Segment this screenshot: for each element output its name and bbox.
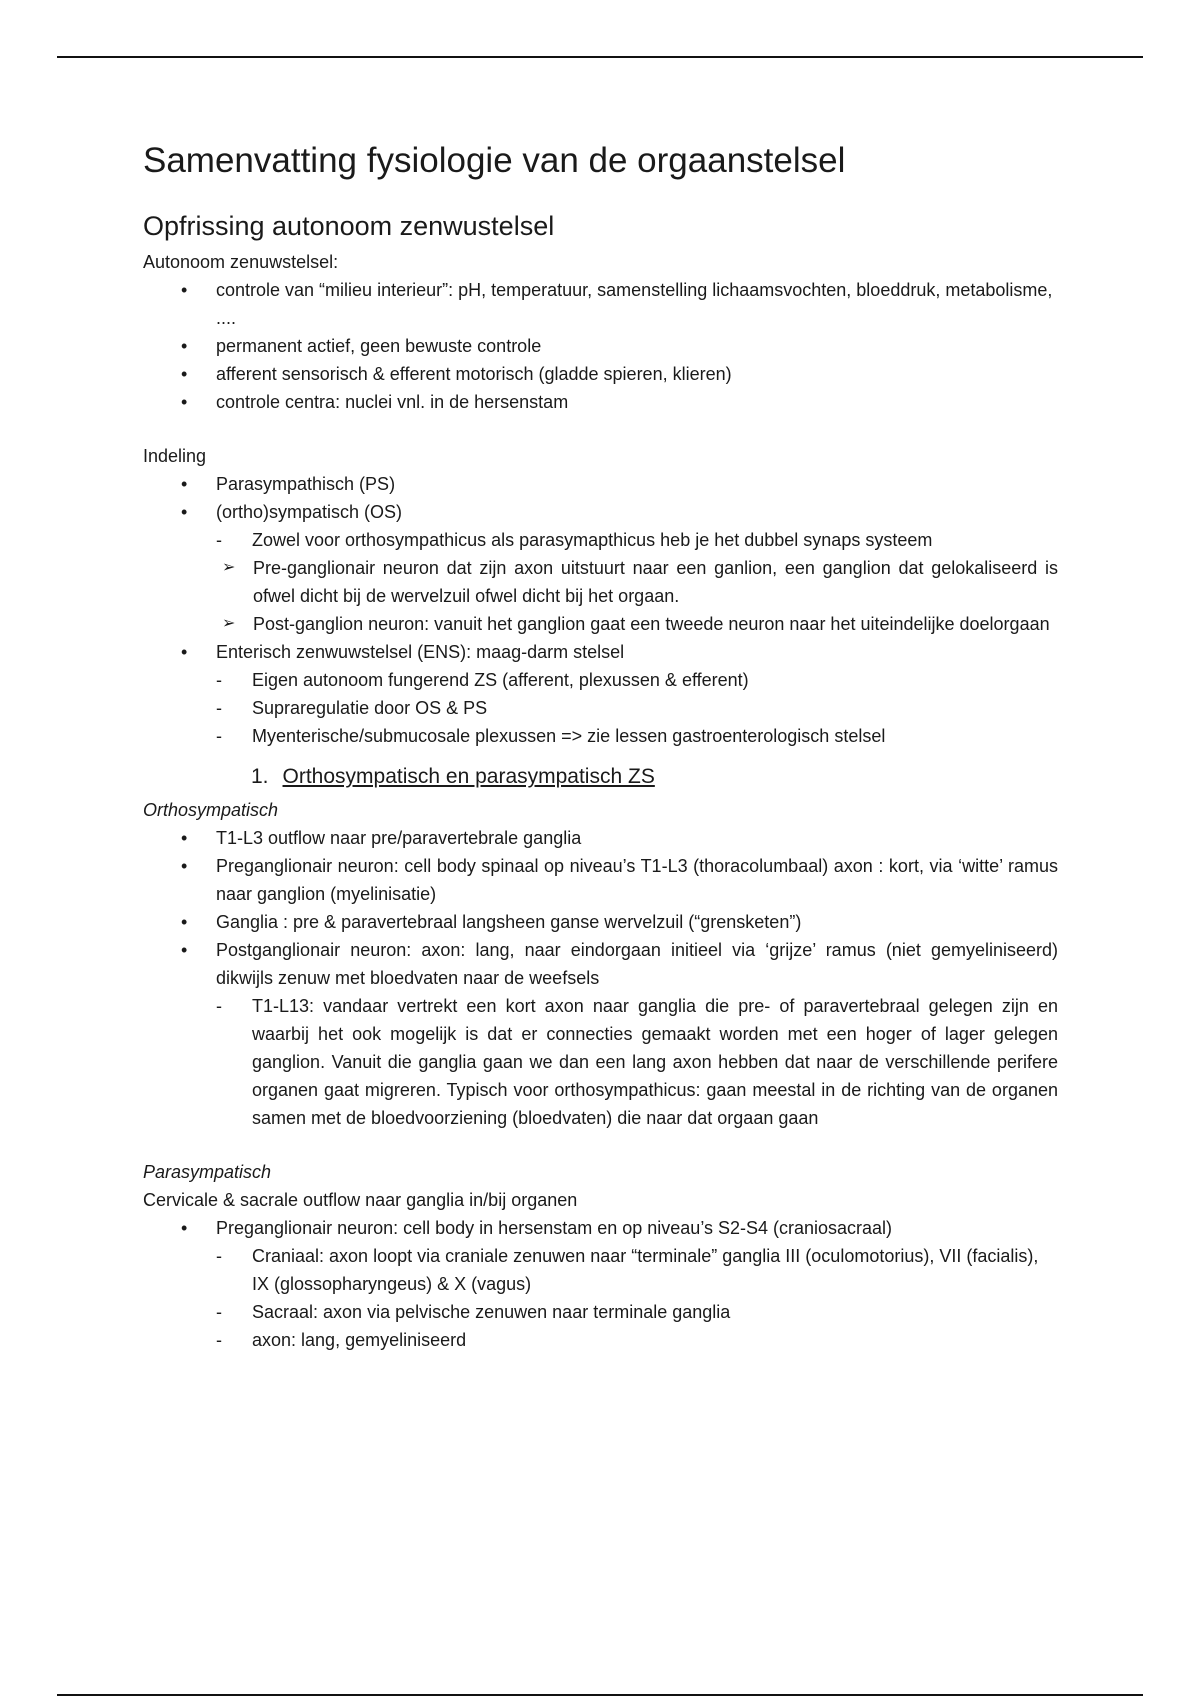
autonoom-bullet-list [143, 276, 1058, 416]
autonoom-intro: Autonoom zenuwstelsel: [143, 252, 339, 273]
para-bullet-list [143, 1214, 1058, 1354]
list-item: - Zowel voor orthosympathicus als parasymapthicus heb je het dubbel synaps systeem [216, 526, 1058, 554]
list-item: • (ortho)sympatisch (OS) - Zowel voor orthosympathicus als parasymapthicus heb je het dubbel synaps systeem ➢ Pre-ganglionair neuron dat zijn axon uitstuurt naar een ganlion, een ganglion dat gelokaliseerd is ofwel dicht bij de wervelzuil ofwel dicht bij het orgaan. ➢ Post-ganglion neuron: vanuit het ganglion gaat een tweede neuron naar het uiteindelijke doelorgaan [143, 498, 1058, 638]
para-label: Parasympatisch [143, 1162, 272, 1183]
ortho-bullet-list [143, 824, 1058, 1132]
document-title: Samenvatting fysiologie van de orgaanstelsel [143, 141, 846, 180]
list-item: • Postganglionair neuron: axon: lang, naar eindorgaan initieel via ‘grijze’ ramus (niet gemyeliniseerd) dikwijls zenuw met bloedvaten naar de weefsels - T1-L13: vandaar vertrekt een kort axon naar ganglia die pre- of paravertebraal gelegen zijn en waarbij het ook mogelijk is dat er connecties gemaakt worden met een hoger of lager gelegen ganglion. Vanuit die ganglia gaan we dan een lang axon hebben dat naar de verschillende perifere organen gaat migreren. Typisch voor orthosympathicus: gaan meestal in de richting van de organen samen met de bloedvoorziening (bloedvaten) die naar dat orgaan gaan [143, 936, 1058, 1132]
bullet-marker: • [181, 642, 188, 663]
list-item: • afferent sensorisch & efferent motorisch (gladde spieren, klieren) [143, 360, 1058, 388]
section-heading-ortho-para [251, 762, 1058, 792]
bullet-marker: • [181, 474, 188, 495]
bullet-marker: • [181, 336, 188, 357]
list-item: - Eigen autonoom fungerend ZS (afferent, plexussen & efferent) [216, 666, 1058, 694]
list-item: • Preganglionair neuron: cell body in hersenstam en op niveau’s S2-S4 (craniosacraal) - Craniaal: axon loopt via craniale zenuwen naar “terminale” ganglia III (oculomotorius), VII (facialis), IX (glossopharyngeus) & X (vagus) - Sacraal: axon via pelvische zenuwen naar terminale ganglia - axon: lang, gemyeliniseerd [143, 1214, 1058, 1354]
para-sublist [216, 1242, 1058, 1354]
document-page [143, 140, 1058, 1354]
ortho-sublist [216, 992, 1058, 1132]
indeling-label: Indeling [143, 446, 207, 467]
bullet-marker: • [181, 856, 188, 877]
list-item: • controle van “milieu interieur”: pH, temperatuur, samenstelling lichaamsvochten, bloeddruk, metabolisme, .... [143, 276, 1058, 332]
footer-rule [57, 1694, 1143, 1696]
bullet-marker: • [181, 364, 188, 385]
dash-marker: - [216, 1246, 222, 1267]
bullet-marker: • [181, 940, 188, 961]
list-item: - Myenterische/submucosale plexussen => zie lessen gastroenterologisch stelsel [216, 722, 1058, 750]
section-number: 1. [251, 765, 269, 789]
ens-sublist [216, 666, 1058, 750]
list-item: - Supraregulatie door OS & PS [216, 694, 1058, 722]
dash-marker: - [216, 1330, 222, 1351]
list-item: - Craniaal: axon loopt via craniale zenuwen naar “terminale” ganglia III (oculomotorius), VII (facialis), IX (glossopharyngeus) & X (vagus) [216, 1242, 1058, 1298]
section-title: Orthosympatisch en parasympatisch ZS [282, 765, 655, 789]
bullet-marker: • [181, 392, 188, 413]
dash-marker: - [216, 1302, 222, 1323]
os-sublist [216, 526, 1058, 554]
dash-marker: - [216, 996, 222, 1017]
bullet-marker: • [181, 828, 188, 849]
list-item: • permanent actief, geen bewuste controle [143, 332, 1058, 360]
list-item: • Enterisch zenwuwstelsel (ENS): maag-darm stelsel - Eigen autonoom fungerend ZS (afferent, plexussen & efferent) - Supraregulatie door OS & PS - Myenterische/submucosale plexussen => zie lessen gastroenterologisch stelsel [143, 638, 1058, 750]
arrow-marker: ➢ [222, 559, 236, 577]
list-item: ➢ Pre-ganglionair neuron dat zijn axon uitstuurt naar een ganlion, een ganglion dat gelokaliseerd is ofwel dicht bij de wervelzuil ofwel dicht bij het orgaan. [143, 554, 1058, 610]
list-item: • Ganglia : pre & paravertebraal langsheen ganse wervelzuil (“grensketen”) [143, 908, 1058, 936]
list-item: - axon: lang, gemyeliniseerd [216, 1326, 1058, 1354]
os-arrow-list [143, 554, 1058, 638]
bullet-marker: • [181, 280, 188, 301]
bullet-marker: • [181, 502, 188, 523]
indeling-list [143, 470, 1058, 750]
ortho-label: Orthosympatisch [143, 800, 279, 821]
header-rule [57, 56, 1143, 58]
dash-marker: - [216, 670, 222, 691]
dash-marker: - [216, 698, 222, 719]
list-item: • Preganglionair neuron: cell body spinaal op niveau’s T1-L3 (thoracolumbaal) axon : kort, via ‘witte’ ramus naar ganglion (myelinisatie) [143, 852, 1058, 908]
bullet-marker: • [181, 1218, 188, 1239]
list-item: • Parasympathisch (PS) [143, 470, 1058, 498]
list-item: - Sacraal: axon via pelvische zenuwen naar terminale ganglia [216, 1298, 1058, 1326]
dash-marker: - [216, 530, 222, 551]
bullet-marker: • [181, 912, 188, 933]
para-intro: Cervicale & sacrale outflow naar ganglia in/bij organen [143, 1190, 578, 1211]
arrow-marker: ➢ [222, 615, 236, 633]
list-item: ➢ Post-ganglion neuron: vanuit het ganglion gaat een tweede neuron naar het uiteindelijke doelorgaan [143, 610, 1058, 638]
list-item: - T1-L13: vandaar vertrekt een kort axon naar ganglia die pre- of paravertebraal gelegen zijn en waarbij het ook mogelijk is dat er connecties gemaakt worden met een hoger of lager gelegen ganglion. Vanuit die ganglia gaan we dan een lang axon hebben dat naar de verschillende perifere organen gaat migreren. Typisch voor orthosympathicus: gaan meestal in de richting van de organen samen met de bloedvoorziening (bloedvaten) die naar dat orgaan gaan [216, 992, 1058, 1132]
section-heading-autonoom: Opfrissing autonoom zenwustelsel [143, 211, 555, 241]
list-item: • T1-L3 outflow naar pre/paravertebrale ganglia [143, 824, 1058, 852]
dash-marker: - [216, 726, 222, 747]
list-item: • controle centra: nuclei vnl. in de hersenstam [143, 388, 1058, 416]
